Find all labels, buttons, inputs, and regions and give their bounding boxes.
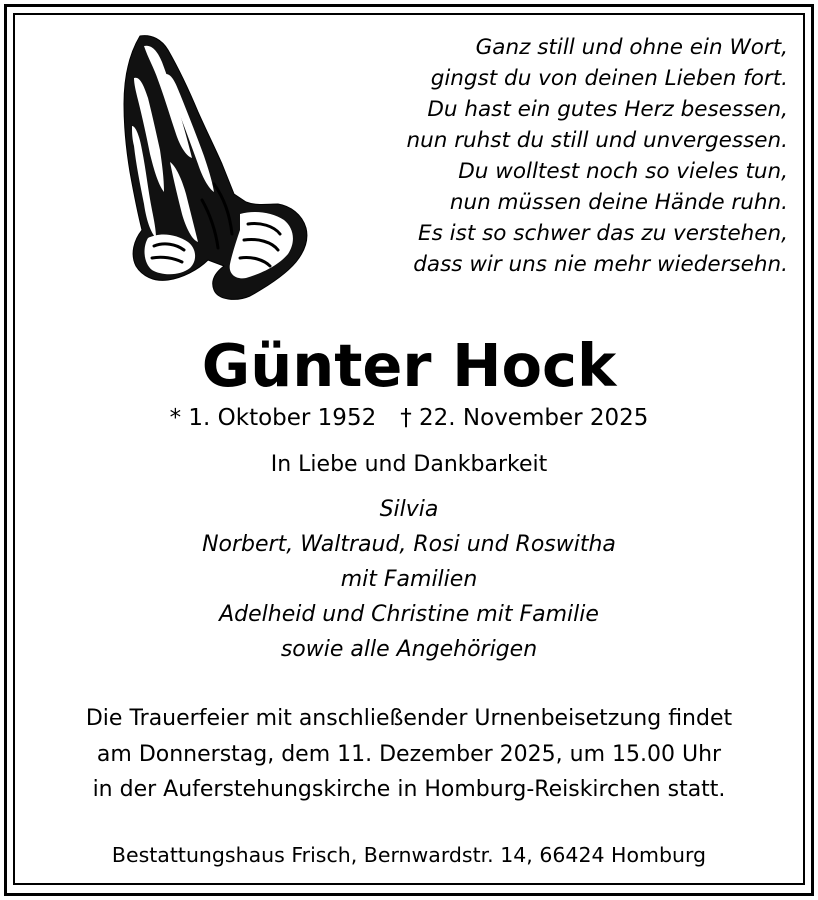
poem-line: Du hast ein gutes Herz besessen, bbox=[427, 97, 788, 122]
mourner-line: Silvia bbox=[379, 497, 439, 522]
ceremony-line: in der Auferstehungskirche in Homburg-Reiskirchen statt. bbox=[92, 777, 726, 802]
dedication-line: In Liebe und Dankbarkeit bbox=[270, 452, 548, 477]
mourners-list bbox=[0, 492, 818, 667]
praying-hands-icon bbox=[118, 34, 310, 302]
mourner-line: Norbert, Waltraud, Rosi und Roswitha bbox=[202, 532, 616, 557]
poem-line: Du wolltest noch so vieles tun, bbox=[458, 159, 788, 184]
mourner-line: sowie alle Angehörigen bbox=[280, 637, 538, 662]
ceremony-line: Die Trauerfeier mit anschließender Urnenbeisetzung findet bbox=[85, 706, 733, 731]
poem-line: gingst du von deinen Lieben fort. bbox=[430, 66, 788, 91]
life-dates bbox=[0, 400, 818, 436]
poem-line: nun müssen deine Hände ruhn. bbox=[449, 190, 788, 215]
poem-line: Ganz still und ohne ein Wort, bbox=[475, 35, 788, 60]
mourner-line: Adelheid und Christine mit Familie bbox=[219, 602, 599, 627]
poem-line: Es ist so schwer das zu verstehen, bbox=[418, 221, 788, 246]
ceremony-notice bbox=[0, 701, 818, 808]
ceremony-line: am Donnerstag, dem 11. Dezember 2025, um 15.00 Uhr bbox=[96, 741, 722, 767]
birth-date: * 1. Oktober 1952 bbox=[169, 405, 377, 431]
memorial-poem bbox=[328, 32, 788, 280]
funeral-home-address: Bestattungshaus Frisch, Bernwardstr. 14, 66424 Homburg bbox=[111, 843, 707, 867]
poem-line: dass wir uns nie mehr wiedersehn. bbox=[413, 252, 788, 277]
deceased-name: Günter Hock bbox=[201, 331, 617, 400]
mourner-line: mit Familien bbox=[340, 567, 478, 592]
death-date: † 22. November 2025 bbox=[400, 405, 649, 431]
poem-line: nun ruhst du still und unvergessen. bbox=[406, 128, 788, 153]
